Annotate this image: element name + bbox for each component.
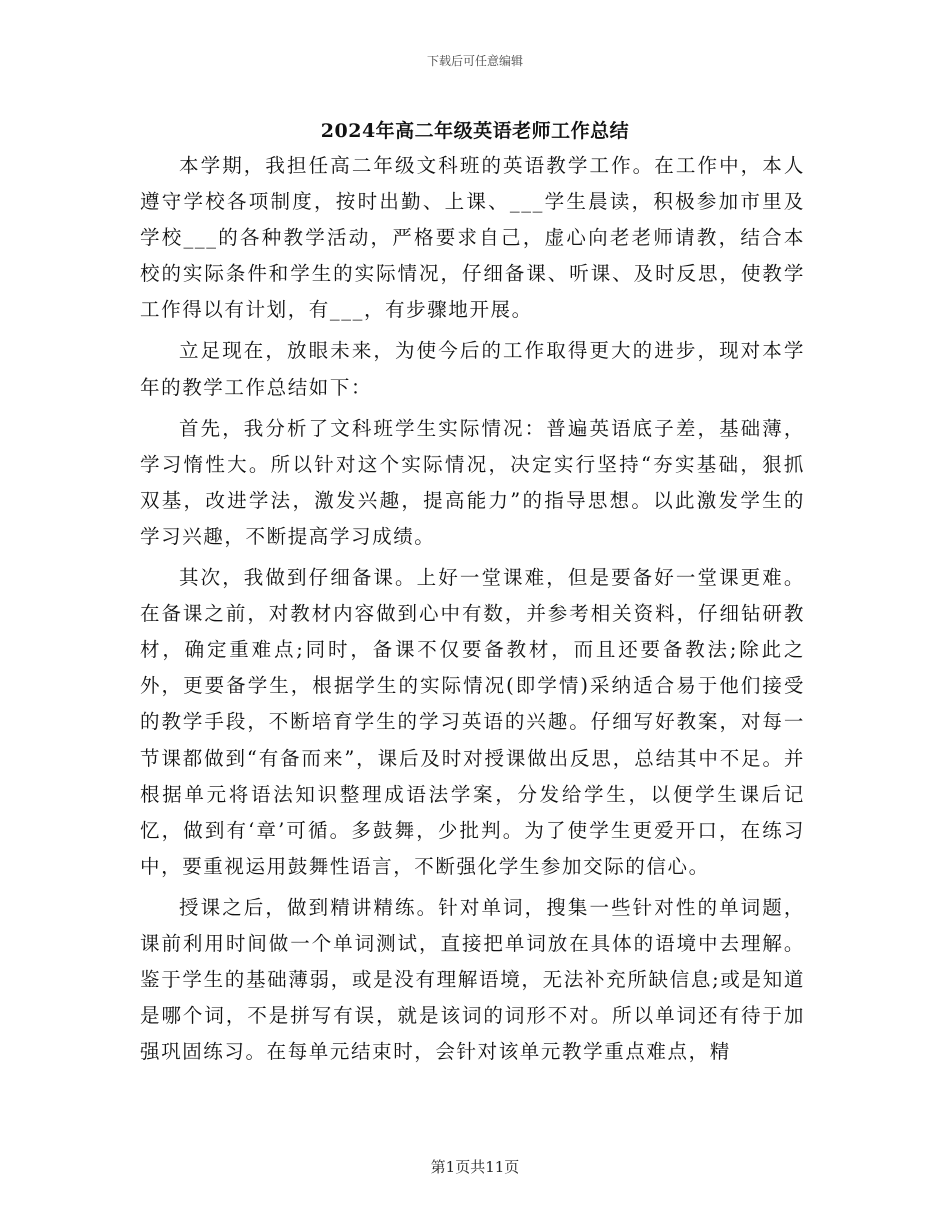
paragraph-outlook: 立足现在，放眼未来，为使今后的工作取得更大的进步，现对本学年的教学工作总结如下： <box>140 339 805 399</box>
document-title: 2024年高二年级英语老师工作总结 <box>320 120 630 142</box>
paragraph-second: 其次，我做到仔细备课。上好一堂课难，但是要备好一堂课更难。在备课之前，对教材内容做到心中有数，并参考相关资料，仔细钻研教材，确定重难点;同时，备课不仅要备教材，而且还要备教法;除此之外，更要备学生，根据学生的实际情况(即学情)采纳适合易于他们接受的教学手段，不断培育学生的学习英语的兴趣。仔细写好教案，对每一节课都做到“有备而来”，课后及时对授课做出反思，总结其中不足。并根据单元将语法知识整理成语法学案，分发给学生，以便学生课后记忆，做到有‘章’可循。多鼓舞，少批判。为了使学生更爱开口，在练习中，要重视运用鼓舞性语言，不断强化学生参加交际的信心。 <box>140 566 805 878</box>
paragraph-first: 首先，我分析了文科班学生实际情况：普遍英语底子差，基础薄，学习惰性大。所以针对这个实际情况，决定实行坚持“夯实基础，狠抓双基，改进学法，激发兴趣，提高能力”的指导思想。以此激发学生的学习兴趣，不断提高学习成绩。 <box>140 416 805 548</box>
paragraph-intro: 本学期，我担任高二年级文科班的英语教学工作。在工作中，本人遵守学校各项制度，按时出勤、上课、___学生晨读，积极参加市里及学校___的各种教学活动，严格要求自己，虚心向老老师请教，结合本校的实际条件和学生的实际情况，仔细备课、听课、及时反思，使教学工作得以有计划，有___，有步骤地开展。 <box>140 154 805 322</box>
paragraph-after-class: 授课之后，做到精讲精练。针对单词，搜集一些针对性的单词题，课前利用时间做一个单词测试，直接把单词放在具体的语境中去理解。鉴于学生的基础薄弱，或是没有理解语境，无法补充所缺信息;或是知道是哪个词，不是拼写有误，就是该词的词形不对。所以单词还有待于加强巩固练习。在每单元结束时，会针对该单元教学重点难点，精 <box>140 895 805 1064</box>
page-number: 第1页共11页 <box>430 1158 520 1176</box>
header-note: 下载后可任意编辑 <box>426 54 523 68</box>
document-body <box>140 148 805 1075</box>
